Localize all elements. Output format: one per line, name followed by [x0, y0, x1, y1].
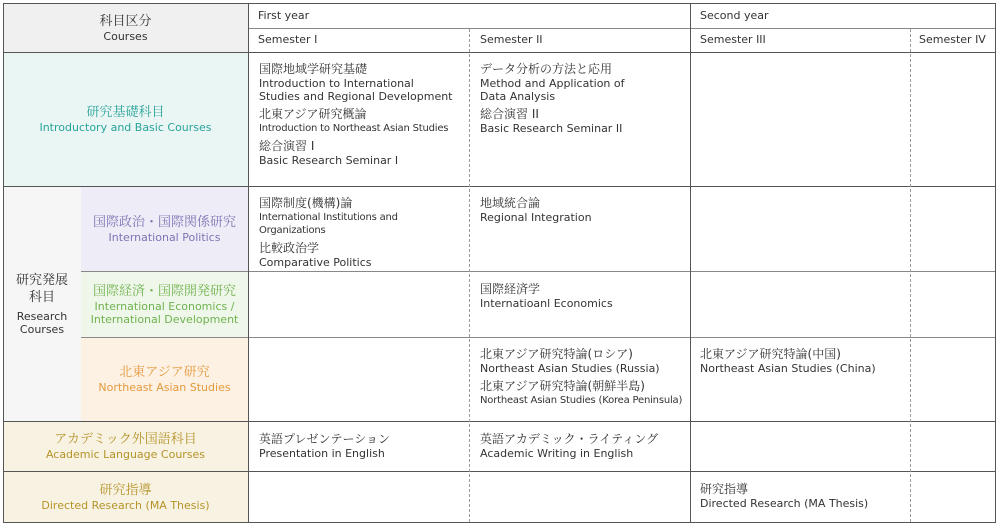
rule-right: [995, 3, 996, 523]
header-semester-3: Semester III: [700, 33, 766, 46]
course-en: Internatioanl Economics: [480, 297, 613, 310]
category-language-en: Academic Language Courses: [45, 448, 206, 461]
category-northeast-en: Northeast Asian Studies: [98, 381, 231, 394]
politics-sem1: [259, 196, 467, 273]
course-jp: 国際制度(機構)論: [259, 196, 353, 210]
category-research-jp2: 科目: [28, 289, 55, 305]
category-politics-jp: 国際政治・国際関係研究: [92, 214, 236, 230]
economics-sem2: [480, 282, 685, 314]
northeast-sem3: [700, 347, 905, 379]
category-language-jp: アカデミック外国語科目: [54, 432, 197, 447]
course-jp: 地域統合論: [480, 196, 541, 210]
rule-year: [248, 28, 996, 29]
category-economics: [81, 271, 248, 337]
course-en: Basic Research Seminar II: [480, 122, 623, 135]
course-en: Northeast Asian Studies (Korea Peninsula): [480, 395, 683, 406]
category-research-en2: Courses: [19, 322, 65, 336]
header-semester-4: Semester IV: [919, 33, 986, 46]
course-jp: 北東アジア研究特論(朝鮮半島): [480, 379, 645, 393]
language-sem2: [480, 432, 685, 464]
category-basic: [3, 52, 248, 186]
header-semester-2: Semester II: [480, 33, 543, 46]
course-item: [259, 432, 467, 460]
basic-sem1: [259, 62, 467, 171]
directed-sem3: [700, 482, 905, 514]
header-courses-en: Courses: [103, 29, 148, 43]
course-en: Directed Research (MA Thesis): [700, 497, 869, 510]
course-jp: 英語プレゼンテーション: [259, 432, 391, 446]
category-politics-en: International Politics: [108, 230, 221, 244]
northeast-sem2: [480, 347, 685, 411]
course-item: [259, 196, 467, 237]
course-jp: データ分析の方法と応用: [480, 62, 613, 76]
category-directed: [3, 471, 248, 523]
course-en: International Institutions and Organizations: [259, 212, 398, 236]
course-jp: 英語アカデミック・ライティング: [480, 432, 659, 446]
course-jp: 国際地域学研究基礎: [259, 62, 368, 76]
course-en: Northeast Asian Studies (China): [700, 362, 876, 375]
header-courses-jp: 科目区分: [99, 13, 152, 29]
header-semester-1: Semester I: [258, 33, 318, 46]
course-jp: 総合演習 II: [480, 107, 539, 121]
course-jp: 北東アジア研究特論(ロシア): [480, 347, 633, 361]
category-research-jp1: 研究発展: [15, 272, 68, 288]
course-item: [700, 347, 905, 375]
category-basic-jp: 研究基礎科目: [86, 105, 165, 120]
course-en: Northeast Asian Studies (Russia): [480, 362, 660, 375]
course-en: Data Analysis: [480, 90, 556, 103]
course-en: Method and Application of: [480, 77, 625, 90]
category-northeast: [81, 337, 248, 421]
category-directed-en: Directed Research (MA Thesis): [41, 499, 210, 512]
course-item: [480, 282, 685, 310]
course-jp: 北東アジア研究特論(中国): [700, 347, 841, 361]
course-jp: 研究指導: [700, 482, 749, 496]
rule-sem1-sem2: [469, 29, 470, 522]
category-language: [3, 421, 248, 471]
rule-sem3-sem4: [910, 29, 911, 522]
course-item: [480, 196, 685, 224]
category-basic-en: Introductory and Basic Courses: [39, 121, 212, 134]
course-item: [259, 107, 467, 135]
rule-courses-right: [248, 3, 249, 523]
category-politics: [81, 186, 248, 271]
course-en: Academic Writing in English: [480, 447, 634, 460]
header-courses: [3, 3, 248, 52]
header-second-year: Second year: [700, 9, 769, 22]
course-en: Comparative Politics: [259, 256, 372, 269]
course-item: [480, 432, 685, 460]
course-en: Introduction to Northeast Asian Studies: [259, 123, 449, 134]
course-item: [480, 107, 685, 135]
header-first-year: First year: [258, 9, 310, 22]
course-en: Regional Integration: [480, 211, 592, 224]
course-item: [480, 379, 685, 407]
category-northeast-jp: 北東アジア研究: [119, 365, 210, 380]
course-item: [480, 62, 685, 103]
course-en: Presentation in English: [259, 447, 385, 460]
course-jp: 北東アジア研究概論: [259, 107, 367, 121]
category-directed-jp: 研究指導: [99, 483, 152, 498]
category-research: [3, 186, 81, 421]
course-item: [480, 347, 685, 375]
basic-sem2: [480, 62, 685, 139]
course-en: Basic Research Seminar I: [259, 154, 399, 167]
category-economics-en1: International Economics /: [94, 299, 235, 313]
category-economics-en2: International Development: [90, 312, 239, 326]
course-en: Introduction to International: [259, 77, 414, 90]
course-jp: 国際経済学: [480, 282, 541, 296]
course-jp: 総合演習 I: [259, 139, 315, 153]
category-economics-jp: 国際経済・国際開発研究: [92, 283, 236, 299]
course-en: Studies and Regional Development: [259, 90, 453, 103]
language-sem1: [259, 432, 467, 464]
rule-year-divider: [690, 3, 691, 523]
politics-sem2: [480, 196, 685, 228]
course-jp: 比較政治学: [259, 241, 320, 255]
course-item: [259, 241, 467, 269]
course-item: [259, 139, 467, 167]
course-item: [700, 482, 905, 510]
category-research-en1: Research: [16, 309, 68, 323]
course-item: [259, 62, 467, 103]
